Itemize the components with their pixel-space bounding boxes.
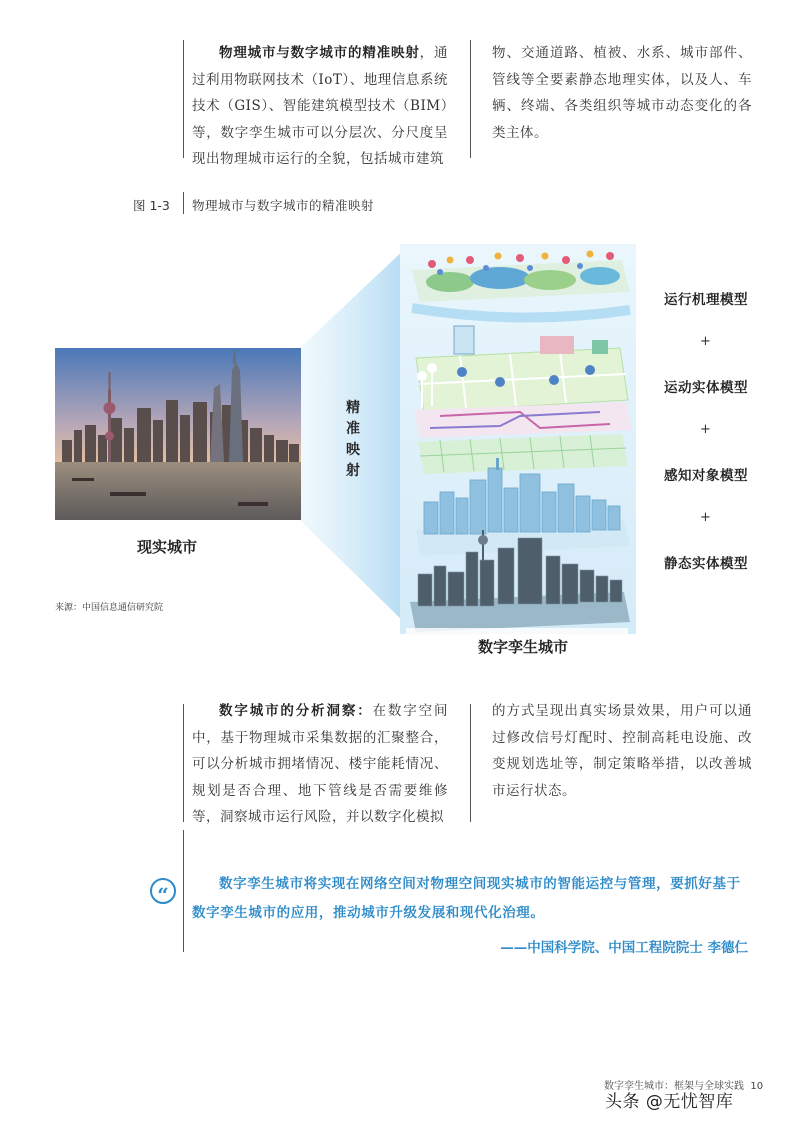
middle-paragraph-col1-text: 在数字空间中，基于物理城市采集数据的汇聚整合，可以分析城市拥堵情况、楼宇能耗情况、规划是否合理、地下管线是否需要维修等，洞察城市运行风险，并以数字化模拟 — [192, 703, 449, 825]
middle-left-rule — [183, 704, 184, 822]
model-label-static: 静态实体模型 — [664, 556, 748, 572]
watermark: 头条 @无忧智库 — [605, 1092, 734, 1112]
model-label-moving: 运动实体模型 — [664, 380, 748, 396]
model-label-operation: 运行机理模型 — [664, 292, 748, 308]
mapping-label: 精准映射 — [346, 400, 360, 479]
quote-rule — [183, 830, 184, 952]
top-paragraph-lead: 物理城市与数字城市的精准映射 — [219, 45, 420, 61]
plus-sign-2: + — [700, 422, 711, 437]
middle-paragraph-col2: 的方式呈现出真实场景效果，用户可以通过修改信号灯配时、控制高耗电设施、改变规划选址等，制定策略举措，以改善城市运行状态。 — [492, 703, 752, 799]
quote-source: ——中国科学院、中国工程院院士 李德仁 — [500, 940, 748, 956]
real-city-label: 现实城市 — [137, 538, 198, 556]
plus-sign-3: + — [700, 510, 711, 525]
figure-caption-rule — [183, 192, 184, 214]
model-label-sensing: 感知对象模型 — [664, 468, 748, 484]
real-city-photo — [55, 348, 301, 520]
plus-sign-1: + — [700, 334, 711, 349]
top-left-rule — [183, 40, 184, 158]
quote-icon: “ — [150, 878, 176, 904]
figure-caption: 物理城市与数字城市的精准映射 — [192, 198, 375, 213]
middle-center-rule — [470, 704, 471, 822]
top-paragraph-col1 — [192, 40, 448, 173]
running-title: 数字孪生城市：框架与全球实践 — [604, 1081, 744, 1092]
middle-paragraph-lead: 数字城市的分析洞察： — [219, 703, 373, 719]
figure-number: 图 1-3 — [133, 198, 170, 213]
digital-city-label: 数字孪生城市 — [478, 638, 569, 656]
top-center-rule — [470, 40, 471, 158]
top-paragraph-col2: 物、交通道路、植被、水系、城市部件、管线等全要素静态地理实体，以及人、车辆、终端、各类组织等城市动态变化的各类主体。 — [492, 45, 752, 141]
quote-text: 数字孪生城市将实现在网络空间对物理空间现实城市的智能运控与管理，要抓好基于数字孪生城市的应用，推动城市升级发展和现代化治理。 — [192, 876, 741, 921]
top-paragraph-col1-text: ，通过利用物联网技术（IoT）、地理信息系统技术（GIS）、智能建筑模型技术（BIM）等，数字孪生城市可以分层次、分尺度呈现出物理城市运行的全貌，包括城市建筑 — [192, 45, 449, 167]
figure-source: 来源：中国信息通信研究院 — [55, 603, 164, 613]
middle-paragraph-col1 — [192, 698, 448, 831]
page-number: 10 — [750, 1081, 764, 1092]
